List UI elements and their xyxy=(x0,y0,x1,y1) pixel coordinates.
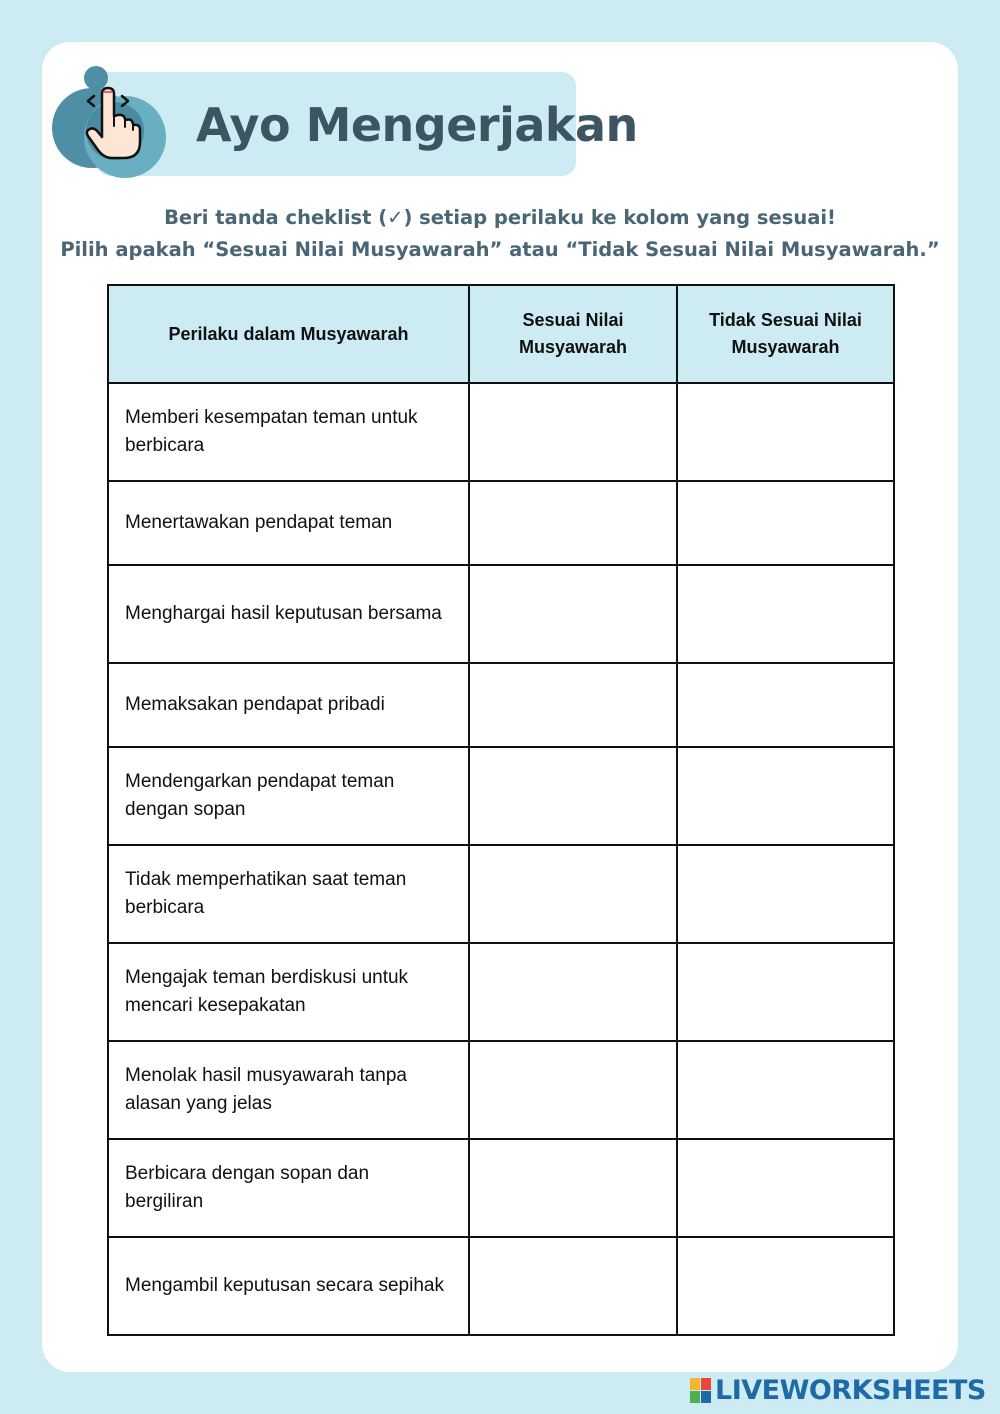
check-cell-appropriate[interactable] xyxy=(469,565,677,663)
table-row xyxy=(108,943,894,1041)
check-cell-appropriate[interactable] xyxy=(469,481,677,565)
instructions xyxy=(60,202,940,266)
behavior-checklist-table xyxy=(107,284,895,1336)
table-row xyxy=(108,1237,894,1335)
check-cell-not-appropriate[interactable] xyxy=(677,383,894,481)
check-cell-not-appropriate[interactable] xyxy=(677,943,894,1041)
table-row xyxy=(108,565,894,663)
pointing-hand-icon xyxy=(80,86,144,160)
check-cell-not-appropriate[interactable] xyxy=(677,663,894,747)
check-cell-appropriate[interactable] xyxy=(469,1237,677,1335)
column-header-behavior: Perilaku dalam Musyawarah xyxy=(108,285,469,383)
instruction-line-2: Pilih apakah “Sesuai Nilai Musyawarah” atau “Tidak Sesuai Nilai Musyawarah.” xyxy=(60,238,940,261)
behavior-cell: Menghargai hasil keputusan bersama xyxy=(108,565,469,663)
instruction-line-1: Beri tanda cheklist (✓) setiap perilaku ke kolom yang sesuai! xyxy=(164,206,836,229)
table-row xyxy=(108,1139,894,1237)
check-cell-appropriate[interactable] xyxy=(469,943,677,1041)
page-title: Ayo Mengerjakan xyxy=(196,98,638,152)
column-header-not-appropriate: Tidak Sesuai Nilai Musyawarah xyxy=(677,285,894,383)
table-row xyxy=(108,663,894,747)
behavior-cell: Menertawakan pendapat teman xyxy=(108,481,469,565)
behavior-cell: Tidak memperhatikan saat teman berbicara xyxy=(108,845,469,943)
brand-name: LIVEWORKSHEETS xyxy=(715,1374,986,1406)
check-cell-not-appropriate[interactable] xyxy=(677,1237,894,1335)
liveworksheets-logo[interactable] xyxy=(690,1372,986,1408)
table-row xyxy=(108,1041,894,1139)
liveworksheets-mark-icon xyxy=(690,1378,711,1403)
check-cell-not-appropriate[interactable] xyxy=(677,747,894,845)
column-header-appropriate: Sesuai Nilai Musyawarah xyxy=(469,285,677,383)
table-row xyxy=(108,845,894,943)
check-cell-appropriate[interactable] xyxy=(469,845,677,943)
behavior-cell: Mengambil keputusan secara sepihak xyxy=(108,1237,469,1335)
table-row xyxy=(108,481,894,565)
check-cell-not-appropriate[interactable] xyxy=(677,1041,894,1139)
check-cell-not-appropriate[interactable] xyxy=(677,845,894,943)
check-cell-not-appropriate[interactable] xyxy=(677,481,894,565)
table-row xyxy=(108,383,894,481)
behavior-cell: Memaksakan pendapat pribadi xyxy=(108,663,469,747)
check-cell-appropriate[interactable] xyxy=(469,747,677,845)
table-row xyxy=(108,747,894,845)
check-cell-appropriate[interactable] xyxy=(469,663,677,747)
check-cell-appropriate[interactable] xyxy=(469,383,677,481)
behavior-cell: Mendengarkan pendapat teman dengan sopan xyxy=(108,747,469,845)
check-cell-appropriate[interactable] xyxy=(469,1139,677,1237)
check-cell-not-appropriate[interactable] xyxy=(677,1139,894,1237)
check-cell-appropriate[interactable] xyxy=(469,1041,677,1139)
behavior-cell: Memberi kesempatan teman untuk berbicara xyxy=(108,383,469,481)
behavior-cell: Menolak hasil musyawarah tanpa alasan yang jelas xyxy=(108,1041,469,1139)
behavior-cell: Mengajak teman berdiskusi untuk mencari kesepakatan xyxy=(108,943,469,1041)
behavior-cell: Berbicara dengan sopan dan bergiliran xyxy=(108,1139,469,1237)
check-cell-not-appropriate[interactable] xyxy=(677,565,894,663)
